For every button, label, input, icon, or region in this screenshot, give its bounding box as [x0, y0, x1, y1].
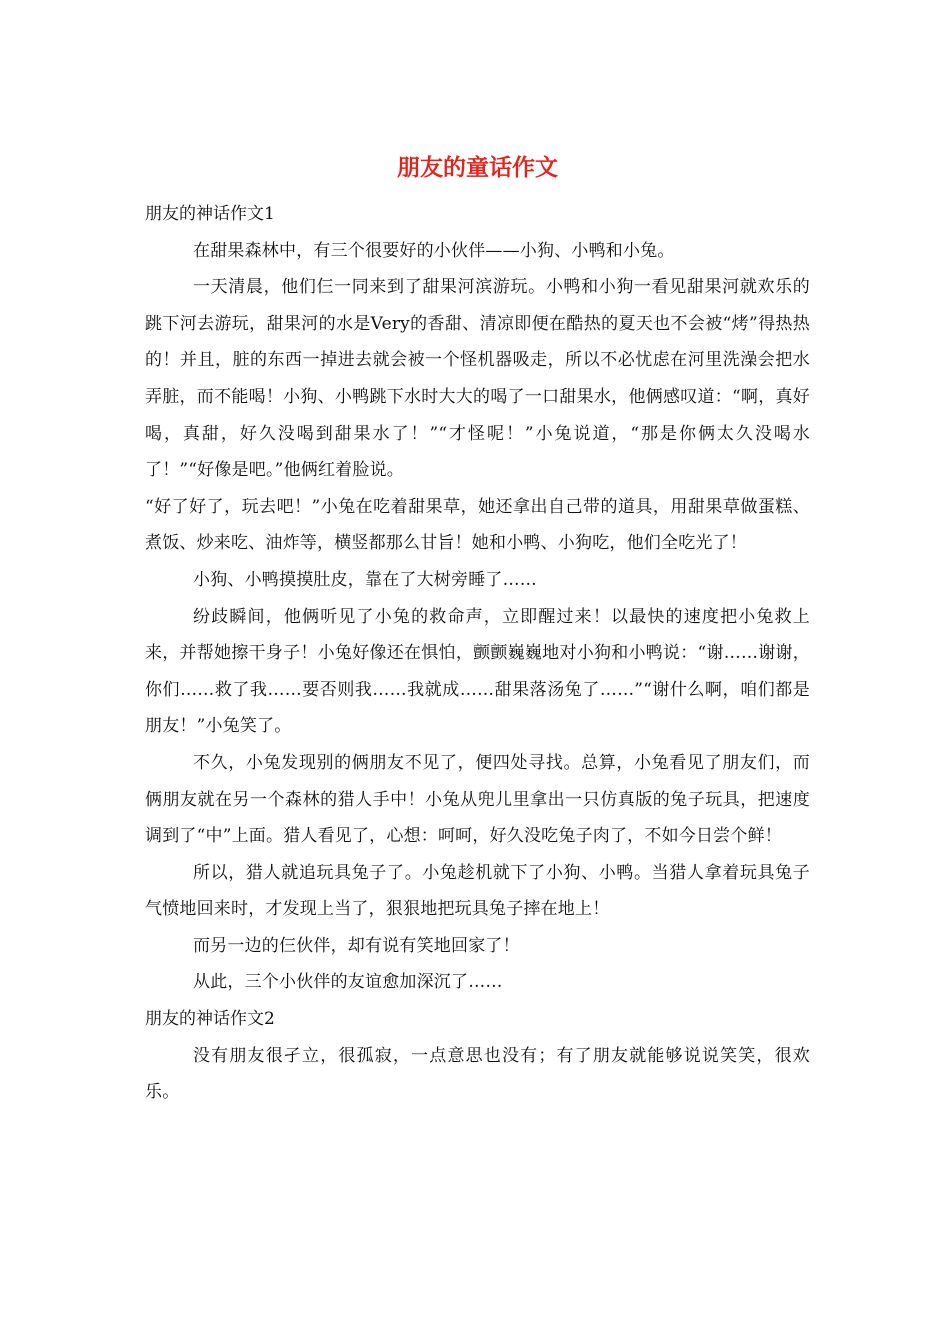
- document-title: 朋友的童话作文: [397, 154, 558, 181]
- paragraph: 在甜果森林中，有三个很要好的小伙伴——小狗、小鸭和小兔。: [193, 240, 675, 261]
- paragraph: “好了好了，玩去吧！”小兔在吃着甜果草，她还拿出自己带的道具，用甜果草做蛋糕、煮饭、炒来吃、油炸等，横竖都那么甘旨！她和小鸭、小狗吃，他们全吃光了！: [145, 496, 810, 554]
- paragraph: 一天清晨，他们仨一同来到了甜果河滨游玩。小鸭和小狗一看见甜果河就欢乐的跳下河去游玩，甜果河的水是Very的香甜、清凉即便在酷热的夏天也不会被“烤”得热热的！并且，脏的东西一掉进去就会被一个怪机器吸走，所以不必忧虑在河里洗澡会把水弄脏，而不能喝！小狗、小鸭跳下水时大大的喝了一口甜果水，他俩感叹道：“啊，真好喝，真甜，好久没喝到甜果水了！”“才怪呢！”小兔说道，“那是你俩太久没喝水了！”“好像是吧。”他俩红着脸说。: [145, 277, 810, 481]
- paragraph: 从此，三个小伙伴的友谊愈加深沉了……: [193, 972, 503, 993]
- paragraph: 没有朋友很孑立，很孤寂，一点意思也没有；有了朋友就能够说说笑笑，很欢乐。: [145, 1045, 810, 1103]
- document-body: [145, 196, 810, 1111]
- paragraph: 而另一边的仨伙伴，却有说有笑地回家了！: [193, 935, 520, 956]
- paragraph: 所以，猎人就追玩具兔子了。小兔趁机就下了小狗、小鸭。当猎人拿着玩具兔子气愤地回来时，才发现上当了，狠狠地把玩具兔子摔在地上！: [145, 862, 810, 920]
- paragraph: 纷歧瞬间，他俩听见了小兔的救命声，立即醒过来！以最快的速度把小兔救上来，并帮她擦干身子！小兔好像还在惧怕，颤颤巍巍地对小狗和小鸭说：“谢……谢谢，你们……救了我……要否则我……我就成……甜果落汤兔了……”“谢什么啊，咱们都是朋友！”小兔笑了。: [145, 606, 810, 737]
- paragraph: 不久，小兔发现别的俩朋友不见了，便四处寻找。总算，小兔看见了朋友们，而俩朋友就在另一个森林的猎人手中！小兔从兜儿里拿出一只仿真版的兔子玩具，把速度调到了“中”上面。猎人看见了，心想：呵呵，好久没吃兔子肉了，不如今日尝个鲜！: [145, 752, 810, 847]
- paragraph: 小狗、小鸭摸摸肚皮，靠在了大树旁睡了……: [193, 569, 537, 590]
- section-heading-2: 朋友的神话作文2: [145, 1009, 275, 1030]
- section-heading-1: 朋友的神话作文1: [145, 204, 275, 224]
